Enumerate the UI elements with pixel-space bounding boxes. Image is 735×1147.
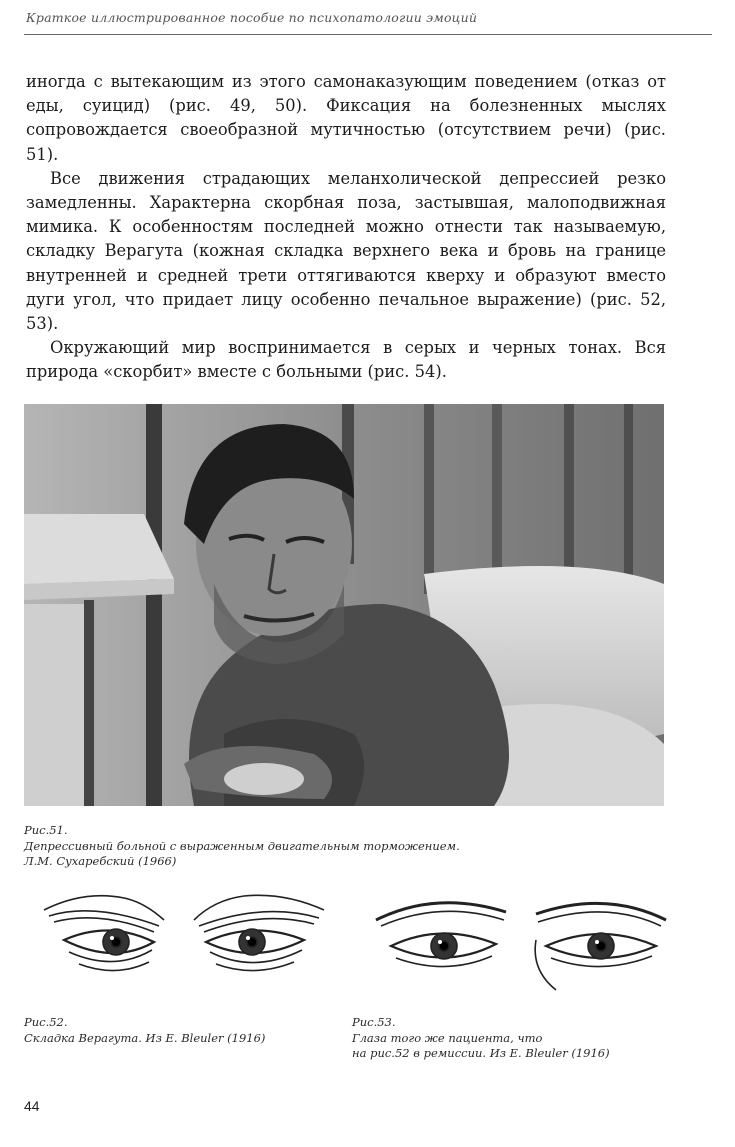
paragraph-2: Все движения страдающих меланхолической депрессией резко замедленны. Характерна скорбная поза, застывшая, малоподвижная мимика. К особенностям последней можно отнести так называемую, складку Верагута (кожная складка верхнего века и бровь на границе внутренней и средней трети оттягиваются кверху и образуют вместо дуги угол, что придает лицу особенно печальное выражение) (рис. 52, 53). [26,168,666,334]
figure-52-label: Рис.52. [24,1015,68,1029]
figure-53-label: Рис.53. [352,1015,396,1029]
figure-53-description-line2: на рис.52 в ремиссии. Из E. Bleuler (1916) [352,1046,610,1060]
figure-52-caption [24,1015,324,1046]
figure-51-label: Рис.51. [24,823,68,837]
figure-51-credit: Л.М. Сухаребский (1966) [24,854,177,868]
figure-52-eyes-drawing [24,880,344,1000]
figure-51-caption [24,823,664,870]
figure-51-photo [24,404,664,806]
patient-photo-illustration [24,404,664,806]
figure-52-description: Складка Верагута. Из E. Bleuler (1916) [24,1030,266,1045]
figure-51-description: Депрессивный больной с выраженным двигательным торможением. [24,838,460,853]
paragraph-3: Окружающий мир воспринимается в серых и черных тонах. Вся природа «скорбит» вместе с больными (рис. 54). [26,338,666,382]
paragraph-1: иногда с вытекающим из этого самонаказующим поведением (отказ от еды, суицид) (рис. 49, 50). Фиксация на болезненных мыслях сопровождается своеобразной мутичностью (отсутствием речи) (рис. 51). [26,72,666,164]
page-number: 44 [24,1098,40,1114]
header-rule [24,34,712,35]
body-text [26,70,666,385]
figure-53-description-line1: Глаза того же пациента, что [352,1030,543,1045]
figure-53-caption [352,1015,682,1062]
figure-53-eyes-drawing [356,880,686,1000]
running-title: Краткое иллюстрированное пособие по психопатологии эмоций [26,10,478,25]
